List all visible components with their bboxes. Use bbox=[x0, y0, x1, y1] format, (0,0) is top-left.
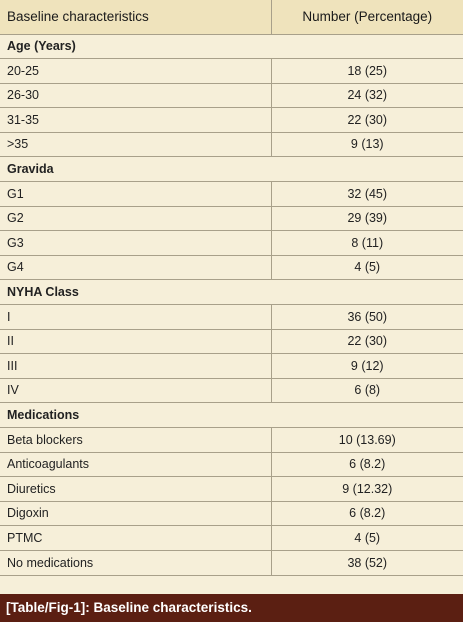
table-row bbox=[0, 108, 463, 133]
table-row bbox=[0, 231, 463, 256]
section-title: Age (Years) bbox=[0, 34, 463, 59]
row-label: No medications bbox=[0, 550, 271, 575]
row-value: 22 (30) bbox=[271, 329, 463, 354]
row-label: II bbox=[0, 329, 271, 354]
section-row-age bbox=[0, 34, 463, 59]
table-row bbox=[0, 206, 463, 231]
row-value: 36 (50) bbox=[271, 305, 463, 330]
row-label: IV bbox=[0, 378, 271, 403]
table-row bbox=[0, 526, 463, 551]
row-value: 18 (25) bbox=[271, 59, 463, 84]
row-value: 32 (45) bbox=[271, 182, 463, 207]
row-label: 31-35 bbox=[0, 108, 271, 133]
row-value: 9 (12) bbox=[271, 354, 463, 379]
table-row bbox=[0, 132, 463, 157]
table-row bbox=[0, 305, 463, 330]
row-label: G2 bbox=[0, 206, 271, 231]
row-value: 6 (8) bbox=[271, 378, 463, 403]
row-value: 6 (8.2) bbox=[271, 452, 463, 477]
column-header-number: Number (Percentage) bbox=[271, 0, 463, 34]
row-value: 22 (30) bbox=[271, 108, 463, 133]
table-row bbox=[0, 59, 463, 84]
row-label: G1 bbox=[0, 182, 271, 207]
table-row bbox=[0, 354, 463, 379]
table-row bbox=[0, 452, 463, 477]
table-row bbox=[0, 255, 463, 280]
row-value: 24 (32) bbox=[271, 83, 463, 108]
section-title: Medications bbox=[0, 403, 463, 428]
row-value: 10 (13.69) bbox=[271, 428, 463, 453]
row-label: Beta blockers bbox=[0, 428, 271, 453]
table-row bbox=[0, 329, 463, 354]
row-label: 26-30 bbox=[0, 83, 271, 108]
section-row-gravida bbox=[0, 157, 463, 182]
table-row bbox=[0, 550, 463, 575]
section-row-medications bbox=[0, 403, 463, 428]
table-row bbox=[0, 378, 463, 403]
row-label: G4 bbox=[0, 255, 271, 280]
column-header-characteristic: Baseline characteristics bbox=[0, 0, 271, 34]
row-value: 8 (11) bbox=[271, 231, 463, 256]
row-value: 29 (39) bbox=[271, 206, 463, 231]
row-label: III bbox=[0, 354, 271, 379]
section-title: Gravida bbox=[0, 157, 463, 182]
row-value: 6 (8.2) bbox=[271, 501, 463, 526]
row-value: 4 (5) bbox=[271, 255, 463, 280]
table-row bbox=[0, 477, 463, 502]
table-row bbox=[0, 182, 463, 207]
row-label: 20-25 bbox=[0, 59, 271, 84]
row-value: 9 (12.32) bbox=[271, 477, 463, 502]
row-label: G3 bbox=[0, 231, 271, 256]
row-label: Anticoagulants bbox=[0, 452, 271, 477]
table-header-row bbox=[0, 0, 463, 34]
table-row bbox=[0, 428, 463, 453]
figure-caption: [Table/Fig-1]: Baseline characteristics. bbox=[0, 594, 463, 622]
table-body bbox=[0, 34, 463, 575]
row-value: 38 (52) bbox=[271, 550, 463, 575]
section-row-nyha-class bbox=[0, 280, 463, 305]
row-value: 9 (13) bbox=[271, 132, 463, 157]
row-label: Digoxin bbox=[0, 501, 271, 526]
row-value: 4 (5) bbox=[271, 526, 463, 551]
row-label: I bbox=[0, 305, 271, 330]
table-row bbox=[0, 83, 463, 108]
row-label: PTMC bbox=[0, 526, 271, 551]
row-label: Diuretics bbox=[0, 477, 271, 502]
row-label: >35 bbox=[0, 132, 271, 157]
section-title: NYHA Class bbox=[0, 280, 463, 305]
table-row bbox=[0, 501, 463, 526]
